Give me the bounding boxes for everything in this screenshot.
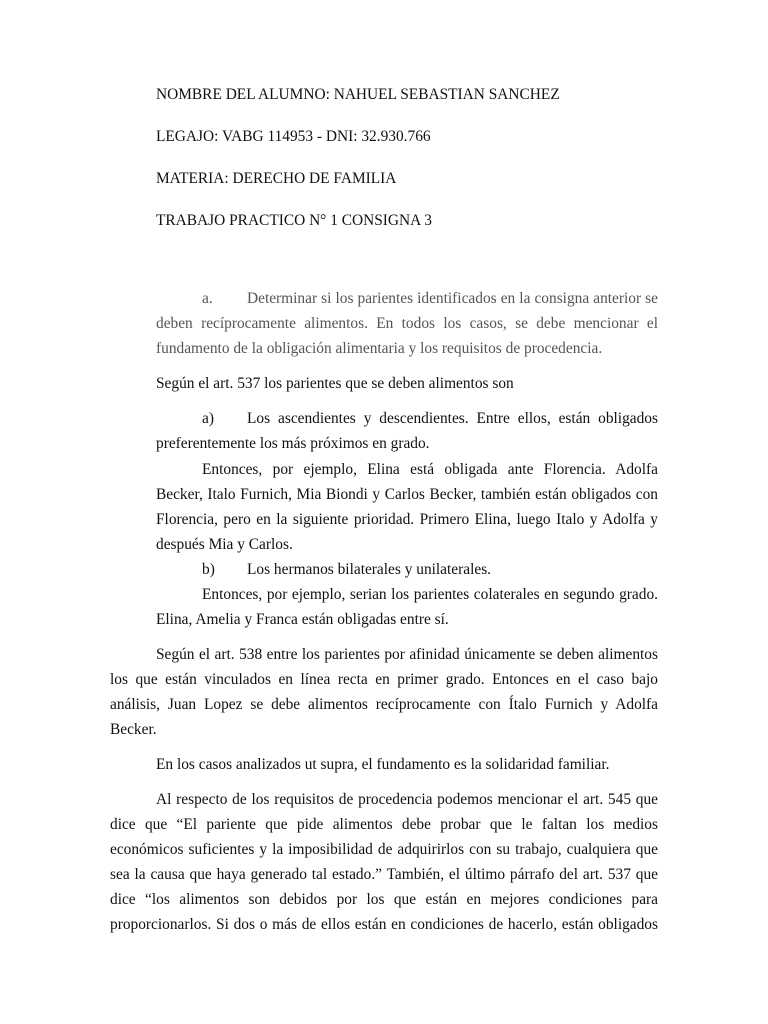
subject: MATERIA: DERECHO DE FAMILIA: [156, 170, 397, 187]
consigna-line-3: fundamento de la obligación alimentaria y los requisitos de procedencia.: [156, 340, 603, 357]
art538-line-2: los que están vinculados en línea recta en primer grado. Entonces en el caso bajo: [110, 671, 658, 688]
consigna-text-1: Determinar si los parientes identificados en la consigna anterior se: [247, 290, 658, 307]
requisitos-line-3: económicos suficientes y la imposibilidad de adquirirlos con su trabajo, cualquiera que: [110, 841, 658, 858]
item-a-marker: a): [202, 410, 214, 427]
ejemplo-b-line-1: Entonces, por ejemplo, serian los parientes colaterales en segundo grado.: [202, 586, 658, 603]
requisitos-line-6: proporcionarlos. Si dos o más de ellos están en condiciones de hacerlo, están obligados: [110, 916, 658, 933]
item-a-text-1: Los ascendientes y descendientes. Entre ellos, están obligados: [247, 410, 658, 427]
art537-intro: Según el art. 537 los parientes que se deben alimentos son: [156, 375, 514, 392]
ejemplo-a-line-3: Florencia, pero en la siguiente prioridad. Primero Elina, luego Italo y Adolfa y: [156, 511, 658, 528]
assignment-title: TRABAJO PRACTICO N° 1 CONSIGNA 3: [156, 212, 432, 229]
ejemplo-a-line-2: Becker, Italo Furnich, Mia Biondi y Carlos Becker, también están obligados con: [156, 486, 658, 503]
consigna-line-2: deben recíprocamente alimentos. En todos los casos, se debe mencionar el: [156, 315, 658, 332]
item-a-line-1: [202, 406, 658, 431]
ejemplo-b-line-2: Elina, Amelia y Franca están obligadas entre sí.: [156, 611, 449, 628]
requisitos-line-5: dice “los alimentos son debidos por los que están en mejores condiciones para: [110, 891, 658, 908]
item-a-line-2: preferentemente los más próximos en grado.: [156, 435, 430, 452]
requisitos-line-2: dice que “El pariente que pide alimentos debe probar que le faltan los medios: [110, 816, 658, 833]
legajo-dni: LEGAJO: VABG 114953 - DNI: 32.930.766: [156, 128, 431, 145]
item-b-marker: b): [202, 561, 215, 578]
consigna-marker: a.: [202, 290, 213, 307]
student-name: NOMBRE DEL ALUMNO: NAHUEL SEBASTIAN SANCHEZ: [156, 86, 560, 103]
requisitos-line-4: sea la causa que haya generado tal estado.” También, el último párrafo del art. 537 que: [110, 866, 658, 883]
ejemplo-a-line-4: después Mia y Carlos.: [156, 536, 293, 553]
item-b-text-1: Los hermanos bilaterales y unilaterales.: [247, 561, 492, 578]
requisitos-line-1: Al respecto de los requisitos de procedencia podemos mencionar el art. 545 que: [156, 791, 658, 808]
item-b-line-1: [202, 557, 658, 582]
ejemplo-a-line-1: Entonces, por ejemplo, Elina está obligada ante Florencia. Adolfa: [202, 461, 658, 478]
fundamento: En los casos analizados ut supra, el fundamento es la solidaridad familiar.: [156, 756, 610, 773]
art538-line-4: Becker.: [110, 721, 157, 738]
consigna-line-1: [202, 286, 658, 311]
art538-line-3: análisis, Juan Lopez se debe alimentos recíprocamente con Ítalo Furnich y Adolfa: [110, 696, 658, 713]
art538-line-1: Según el art. 538 entre los parientes por afinidad únicamente se deben alimentos: [156, 646, 658, 663]
